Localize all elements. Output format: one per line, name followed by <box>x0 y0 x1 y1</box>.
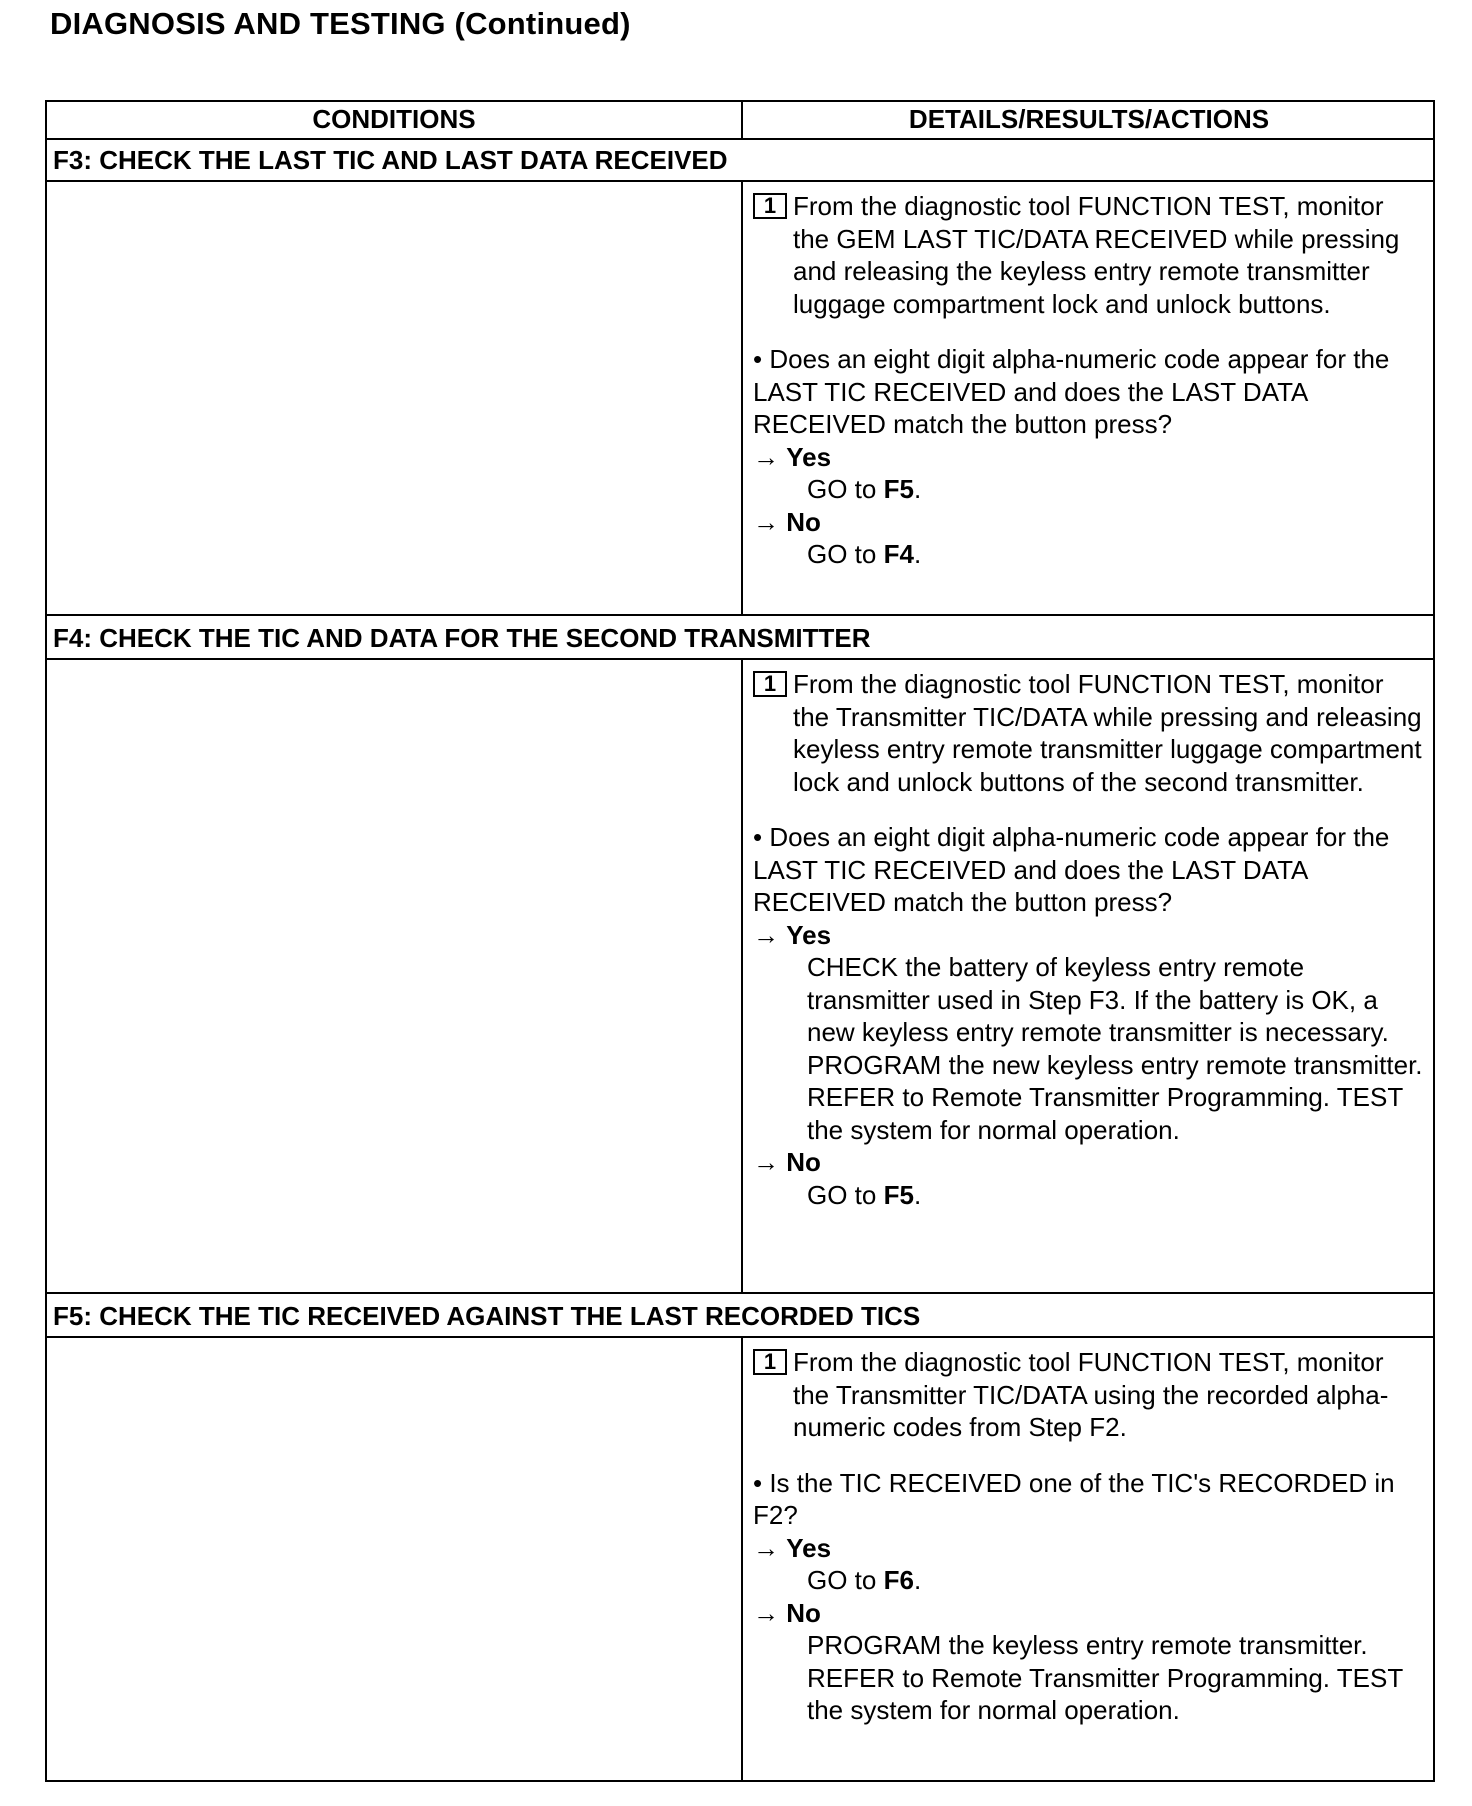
step-f4 <box>753 668 1425 798</box>
section-body-f4 <box>47 660 1433 1292</box>
no-action-f4: GO to F5. <box>807 1179 922 1210</box>
yes-action-f4: CHECK the battery of keyless entry remote transmitter used in Step F3. If the battery is OK, a new keyless entry remote transmitter is necessary. PROGRAM the new keyless entry remote transmitter. REFER to Remote Transmitter Programming. TEST the system for normal operation. <box>807 952 1423 1145</box>
diagnosis-table <box>45 100 1435 1782</box>
section-title-f4: F4: CHECK THE TIC AND DATA FOR THE SECOND TRANSMITTER <box>47 614 1433 660</box>
step-number-box: 1 <box>753 1349 787 1375</box>
details-cell-f5 <box>753 1346 1425 1727</box>
step-f3 <box>753 190 1425 320</box>
page-title: DIAGNOSIS AND TESTING (Continued) <box>50 6 631 41</box>
yes-answer-f4: → Yes <box>753 919 832 950</box>
section-body-f3 <box>47 182 1433 614</box>
yes-answer-f3: → Yes <box>753 441 832 472</box>
yes-answer-f5: → Yes <box>753 1532 832 1563</box>
yes-action-f5: GO to F6. <box>807 1565 922 1595</box>
no-action-f3: GO to F4. <box>807 539 922 569</box>
details-header: DETAILS/RESULTS/ACTIONS <box>908 104 1270 134</box>
step-text: From the diagnostic tool FUNCTION TEST, monitor the GEM LAST TIC/DATA RECEIVED while pressing and releasing the keyless entry remote transmitter luggage compartment lock and unlock buttons. <box>793 191 1400 319</box>
no-answer-f3: → No <box>753 506 821 537</box>
question-f3: • Does an eight digit alpha-numeric code appear for the LAST TIC RECEIVED and does the LAST DATA RECEIVED match the button press? <box>753 344 1390 439</box>
conditions-header: CONDITIONS <box>312 104 476 134</box>
no-answer-f4: → No <box>753 1147 821 1177</box>
details-cell-f3 <box>753 190 1425 571</box>
question-f5: • Is the TIC RECEIVED one of the TIC's RECORDED in F2? <box>753 1467 1395 1530</box>
details-cell-f4 <box>753 668 1425 1211</box>
yes-action-f3: GO to F5. <box>807 474 922 504</box>
no-answer-f5: → No <box>753 1597 821 1628</box>
table-header <box>47 102 1433 140</box>
step-text: From the diagnostic tool FUNCTION TEST, monitor the Transmitter TIC/DATA while pressing and releasing keyless entry remote transmitter luggage compartment lock and unlock buttons of the second transmitter. <box>793 669 1422 797</box>
question-f4: • Does an eight digit alpha-numeric code appear for the LAST TIC RECEIVED and does the LAST DATA RECEIVED match the button press? <box>753 822 1390 917</box>
step-f5 <box>753 1346 1425 1444</box>
step-number-box: 1 <box>753 671 787 697</box>
section-title-f5: F5: CHECK THE TIC RECEIVED AGAINST THE LAST RECORDED TICS <box>47 1292 1433 1338</box>
section-body-f5 <box>47 1338 1433 1780</box>
section-title-f3: F3: CHECK THE LAST TIC AND LAST DATA RECEIVED <box>47 138 1433 182</box>
step-number-box: 1 <box>753 193 787 219</box>
no-action-f5: PROGRAM the keyless entry remote transmitter. REFER to Remote Transmitter Programming. TEST the system for normal operation. <box>807 1630 1403 1725</box>
step-text: From the diagnostic tool FUNCTION TEST, monitor the Transmitter TIC/DATA using the recorded alpha-numeric codes from Step F2. <box>793 1347 1389 1442</box>
